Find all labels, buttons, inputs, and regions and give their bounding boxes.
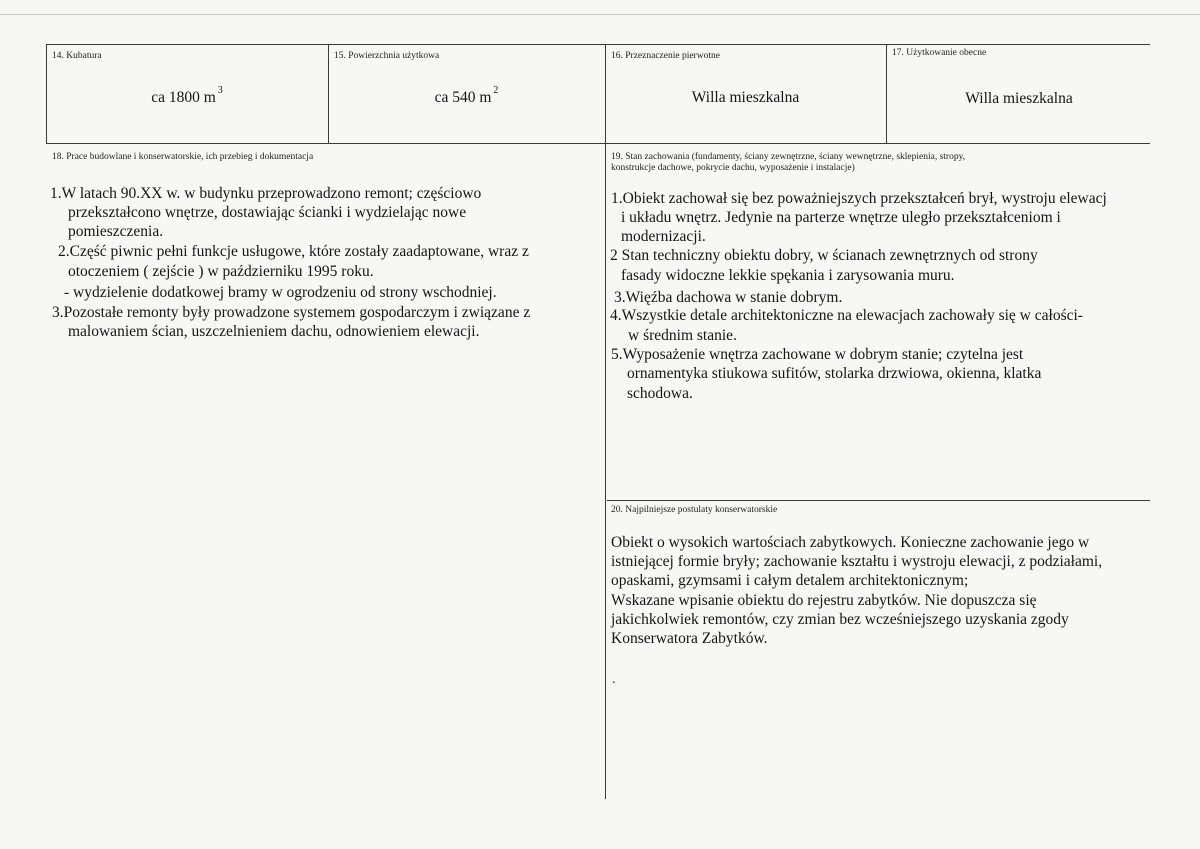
text-line: Wskazane wpisanie obiektu do rejestru zabytków. Nie dopuszcza się bbox=[611, 592, 1037, 609]
text-line: 3.Pozostałe remonty były prowadzone systemem gospodarczym i związane z bbox=[52, 304, 531, 321]
field-label-uzytkowanie: 17. Użytkowanie obecne bbox=[892, 48, 987, 58]
text-line: - wydzielenie dodatkowej bramy w ogrodzeniu od strony wschodniej. bbox=[64, 284, 497, 301]
field-label-przeznaczenie: 16. Przeznaczenie pierwotne bbox=[611, 51, 720, 61]
text-line: 3.Więźba dachowa w stanie dobrym. bbox=[614, 289, 843, 306]
table-top-border bbox=[46, 44, 1150, 45]
field-value-przeznaczenie: Willa mieszkalna bbox=[691, 89, 800, 106]
scan-top-edge bbox=[0, 14, 1200, 15]
row-divider-2 bbox=[607, 500, 1150, 501]
table-left-border bbox=[46, 44, 47, 144]
text-line: 4.Wszystkie detale architektoniczne na elewacjach zachowały się w całości- bbox=[610, 307, 1083, 324]
text-line: istniejącej formie bryły; zachowanie kształtu i wystroju elewacji, z podziałami, bbox=[611, 553, 1103, 570]
text-line: opaskami, gzymsami i całym detalem architektonicznym; bbox=[611, 572, 969, 589]
text-line: fasady widoczne lekkie spękania i zarysowania muru. bbox=[621, 267, 955, 284]
text-line: 2 Stan techniczny obiektu dobry, w ścianach zewnętrznych od strony bbox=[610, 247, 1038, 264]
field-value-kubatura: ca 1800 m $^3$ bbox=[151, 85, 223, 106]
row-divider-1 bbox=[46, 143, 1150, 144]
text-line: 1.W latach 90.XX w. w budynku przeprowadzono remont; częściowo bbox=[50, 185, 482, 202]
text-line: 5.Wyposażenie wnętrza zachowane w dobrym stanie; czytelna jest bbox=[611, 346, 1024, 363]
trailing-mark: . bbox=[612, 672, 616, 687]
text-line: malowaniem ścian, uszczelnieniem dachu, odnowieniem elewacji. bbox=[68, 323, 480, 340]
text-line: 1.Obiekt zachował się bez poważniejszych przekształceń brył, wystroju elewacj bbox=[611, 190, 1107, 207]
text-line: w średnim stanie. bbox=[628, 327, 737, 344]
section-19-label-line-2: konstrukcje dachowe, pokrycie dachu, wyposażenie i instalacje) bbox=[611, 163, 855, 173]
field-label-kubatura: 14. Kubatura bbox=[52, 51, 102, 61]
text-line: schodowa. bbox=[627, 385, 693, 402]
text-line: 2.Część piwnic pełni funkcje usługowe, które zostały zaadaptowane, wraz z bbox=[58, 243, 529, 260]
text-line: i układu wnętrz. Jedynie na parterze wnętrze uległo przekształceniom i bbox=[621, 209, 1061, 226]
col-divider-14-15 bbox=[328, 44, 329, 144]
col-divider-16-17 bbox=[886, 44, 887, 144]
text-line: modernizacji. bbox=[621, 228, 706, 245]
text-line: Obiekt o wysokich wartościach zabytkowych. Konieczne zachowanie jego w bbox=[611, 534, 1090, 551]
text-line: przekształcono wnętrze, dostawiając ścianki i wydzielając nowe bbox=[68, 204, 467, 221]
text-line: jakichkolwiek remontów, czy zmian bez wcześniejszego uzyskania zgody bbox=[611, 611, 1069, 628]
col-divider-main bbox=[605, 44, 606, 799]
section-20-label: 20. Najpilniejsze postulaty konserwatorskie bbox=[611, 505, 778, 515]
section-18-label: 18. Prace budowlane i konserwatorskie, ich przebieg i dokumentacja bbox=[52, 152, 314, 162]
text-line: ornamentyka stiukowa sufitów, stolarka drzwiowa, okienna, klatka bbox=[627, 365, 1042, 382]
text-line: pomieszczenia. bbox=[68, 223, 164, 240]
field-label-powierzchnia: 15. Powierzchnia użytkowa bbox=[334, 51, 440, 61]
text-line: otoczeniem ( zejście ) w październiku 1995 roku. bbox=[68, 263, 374, 280]
text-line: Konserwatora Zabytków. bbox=[611, 630, 768, 647]
field-value-powierzchnia: ca 540 m $^2$ bbox=[434, 85, 499, 106]
field-value-uzytkowanie: Willa mieszkalna bbox=[965, 90, 1073, 107]
section-19-label-line-1: 19. Stan zachowania (fundamenty, ściany zewnętrzne, ściany wewnętrzne, sklepienia, stropy, bbox=[611, 152, 966, 162]
